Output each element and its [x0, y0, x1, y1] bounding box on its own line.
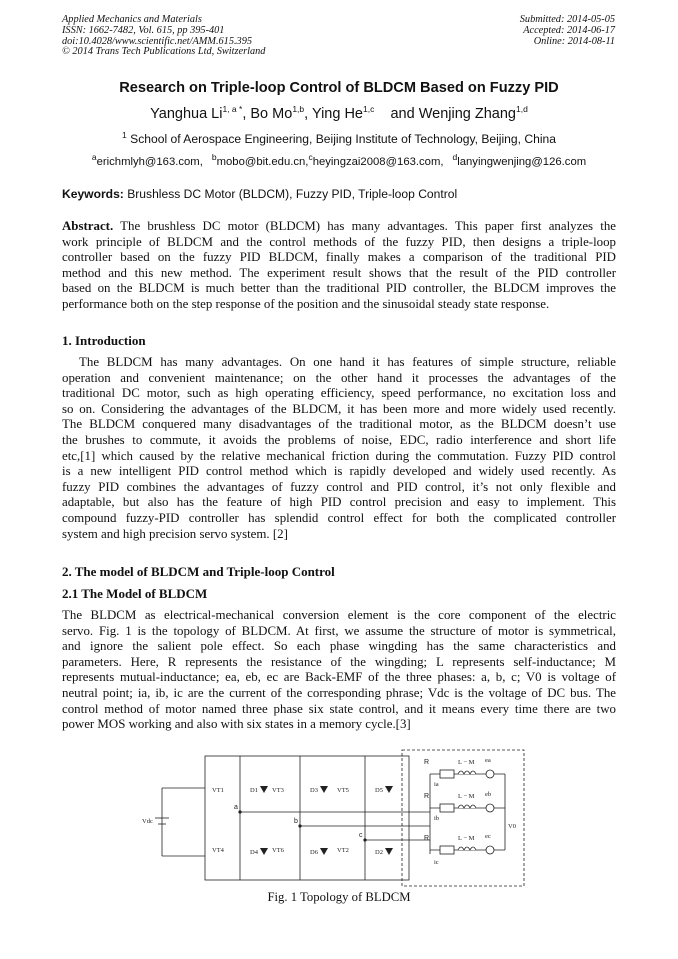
online-date: Online: 2014-08-11 [533, 35, 615, 47]
node-label: b [294, 818, 298, 825]
inductance-label: L − M [458, 793, 475, 800]
diode-label: D6 [310, 849, 318, 856]
dates-header [520, 15, 615, 47]
resistance-label: R [424, 835, 430, 842]
emf-b-source [486, 804, 494, 812]
inverter-box [205, 756, 409, 880]
resistor-b [440, 804, 454, 812]
switch-label: VT1 [212, 787, 224, 794]
node-label: c [359, 832, 363, 839]
abstract: Abstract. The brushless DC motor (BLDCM) has many advantages. This paper first analyzes the work principle of BLDCM and the control methods of the fuzzy PID, then designs a triple-loop controller based on the fuzzy PID BLDCM, finally makes a comparison of the traditional PID method and this new method. The experiment result shows that the result of the PID controller based on the BLDCM is much better than the traditional PID controller, the BLDCM improves the performance both on the step response of the position and the sinusoidal steady state response. [62, 219, 616, 311]
author-name: Ying He [311, 105, 363, 122]
emf-a-source [486, 770, 494, 778]
keywords [62, 187, 457, 201]
email-list: $^a$erichmlyh@163.com, $^b$mobo@bit.edu.cn,$^c$heyingzai2008@163.com, $^d$lanyingwenjing@126.com [91, 152, 587, 168]
junction-dot [363, 838, 366, 841]
resistor-c [440, 846, 454, 854]
author-affil-mark: 1, a * [222, 104, 243, 114]
affiliation: $^1$ School of Aerospace Engineering, Beijing Institute of Technology, Beijing, China [122, 130, 556, 147]
section-heading: 1. Introduction [62, 333, 146, 348]
current-label: ib [434, 815, 440, 822]
emf-c-source [486, 846, 494, 854]
submitted-date: Submitted: 2014-05-05 [519, 14, 615, 25]
author-list: Yanghua $Li^{1, a *}$, Bo Mo$^{1,b}$, Ying He$^{1,c}$ and Wenjing Zhang$^{1,d}$ [150, 104, 528, 122]
email-link[interactable]: heyingzai2008@163.com, [312, 155, 444, 168]
copyright: © 2014 Trans Tech Publications Ltd, Switzerland [62, 46, 266, 58]
supply-label: Vdc [142, 818, 153, 825]
current-label: ia [434, 781, 439, 788]
author-name: Wenjing Zhang [418, 105, 516, 122]
email-link[interactable]: lanyingwenjing@126.com [457, 155, 587, 168]
switch-label: VT3 [272, 787, 284, 794]
resistance-label: R [424, 759, 430, 766]
subsection-heading: 2.1 The Model of BLDCM [62, 586, 208, 601]
bldcm-topology-figure [140, 748, 530, 888]
switch-label: VT6 [272, 847, 284, 854]
junction-dot [238, 810, 241, 813]
emf-label: eb [485, 791, 492, 798]
neutral-label: V0 [508, 823, 516, 830]
author-affil-mark: 1,c [363, 104, 375, 114]
keywords-label: Keywords: [62, 187, 124, 201]
motor-box [402, 750, 524, 886]
author-name: Yanghua Li [150, 105, 223, 122]
author-affil-mark: 1,d [515, 104, 528, 114]
email-link[interactable]: mobo@bit.edu.cn, [216, 155, 309, 168]
journal-doi[interactable]: doi:10.4028/www.scientific.net/AMM.615.395 [62, 35, 252, 47]
introduction-body: The BLDCM has many advantages. On one hand it has features of simple structure, reliable operation and convenient maintenance; on the other hand it processes the advantages of the traditional DC motor, such as high operating efficiency, speed performance, no excitation loss and so on. Considering the advantages of the BLDCM, it has been more and more widely used recently. The BLDCM conquered many disadvantages of the traditional motor, as the BLDCM doesn’t use the brushes to commute, it avoids the problems of noise, EDC, radio interference and short life etc,[1] which caused by the relative mechanical friction during the commutation. Fuzzy PID control is a new intelligent PID control method which is rapidly developed and widely used recently. As fuzzy PID combines the advantages of fuzzy control and PID control, it’s not only flexible and adaptable, but also has the feature of high PID control precision and easy to implement. This compound fuzzy-PID controller has splendid control effect for both the complicated controller system and high precision servo system. [2] [62, 355, 616, 541]
inductor-c [458, 847, 476, 850]
diode-label: D3 [310, 787, 318, 794]
author-affil-mark: 1,b [292, 104, 305, 114]
accepted-date: Accepted: 2014-06-17 [523, 24, 615, 36]
diode-d3 [320, 786, 328, 793]
diode-label: D5 [375, 787, 383, 794]
resistor-a [440, 770, 454, 778]
diode-d2 [385, 848, 393, 855]
switch-label: VT5 [337, 787, 349, 794]
inductor-b [458, 805, 476, 808]
current-label: ic [434, 859, 439, 866]
section-heading: 2. The model of BLDCM and Triple-loop Control [62, 564, 335, 579]
authors-and: and [390, 105, 415, 122]
inductor-a [458, 771, 476, 774]
diode-d5 [385, 786, 393, 793]
model-body: The BLDCM as electrical-mechanical conversion element is the core component of the electric servo. Fig. 1 is the topology of BLDCM. At first, we assume the structure of motor is symmetrical, and ignore the salient pole effect. So each phase wingding has the same characteristics and parameters. Here, R represents the resistance of the wingding; L represents self-inductance; M represents mutual-inductance; ea, eb, ec are Back-EMF of the three phases: a, b, c; V0 is voltage of neutral point; ia, ib, ic are the current of the corresponding phrase; Vdc is the voltage of DC bus. The control method of motor named three phase six state control, and it means every time there are two power MOS working and also with six states in a memory cycle.[3] [62, 608, 616, 732]
diode-d1 [260, 786, 268, 793]
inductance-label: L − M [458, 835, 475, 842]
journal-name: Applied Mechanics and Materials [62, 14, 202, 25]
emf-label: ea [485, 757, 491, 764]
switch-label: VT4 [212, 847, 224, 854]
abstract-label: Abstract. [62, 219, 114, 233]
journal-issn: ISSN: 1662-7482, Vol. 615, pp 395-401 [62, 24, 225, 36]
diode-label: D4 [250, 849, 258, 856]
diode-label: D1 [250, 787, 258, 794]
node-label: a [234, 804, 238, 811]
resistance-label: R [424, 793, 430, 800]
inductance-label: L − M [458, 759, 475, 766]
diode-d4 [260, 848, 268, 855]
diode-label: D2 [375, 849, 383, 856]
journal-header [62, 15, 265, 58]
switch-label: VT2 [337, 847, 349, 854]
junction-dot [298, 824, 301, 827]
figure-caption: Fig. 1 Topology of BLDCM [267, 890, 411, 904]
diode-d6 [320, 848, 328, 855]
paper-title: Research on Triple-loop Control of BLDCM Based on Fuzzy PID [119, 80, 559, 96]
keywords-text: Brushless DC Motor (BLDCM), Fuzzy PID, Triple-loop Control [127, 187, 458, 201]
author-name: Bo Mo [250, 105, 293, 122]
email-link[interactable]: erichmlyh@163.com, [96, 155, 203, 168]
emf-label: ec [485, 833, 491, 840]
